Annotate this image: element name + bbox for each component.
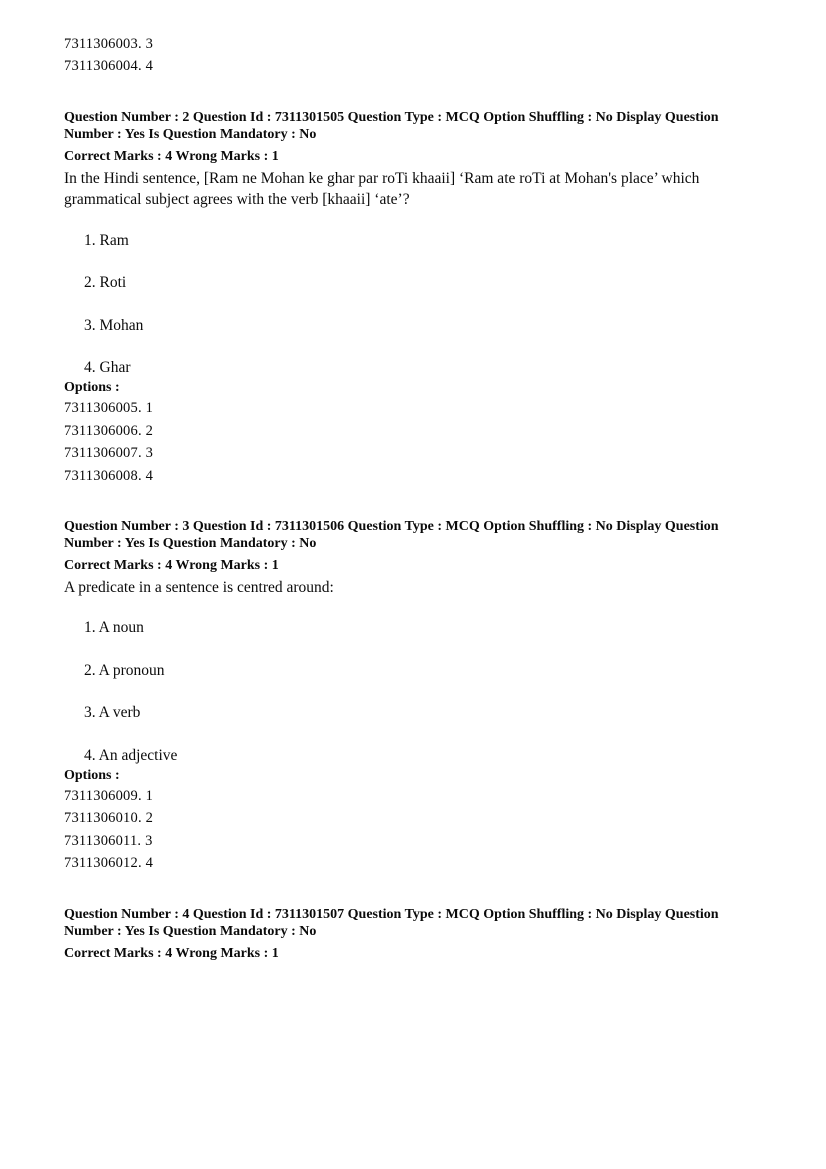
option-id-line: 7311306009. 1: [64, 787, 154, 804]
question-header-line-1: Question Number : 3 Question Id : 7311301506 Question Type : MCQ Option Shuffling : No Display Question: [64, 518, 719, 534]
question-option-ids: [64, 397, 756, 487]
question-text: In the Hindi sentence, [Ram ne Mohan ke ghar par roTi khaaii] ‘Ram ate roTi at Mohan's place’ which grammatical subject agrees with the verb [khaaii] ‘ate’?: [64, 169, 700, 209]
question-option-2: 2. Roti: [84, 274, 127, 292]
option-id-line: 7311306007. 3: [64, 445, 154, 462]
question-option-3: 3. A verb: [84, 704, 141, 722]
question-header-line-2: Number : Yes Is Question Mandatory : No: [64, 923, 317, 939]
option-id-line: 7311306006. 2: [64, 422, 154, 439]
question-option-2: 2. A pronoun: [84, 661, 165, 679]
question-option-4: 4. An adjective: [84, 746, 178, 764]
question-option-1: 1. A noun: [84, 619, 144, 637]
question-marks: Correct Marks : 4 Wrong Marks : 1: [64, 557, 279, 573]
question-marks: Correct Marks : 4 Wrong Marks : 1: [64, 945, 279, 961]
question-options: [64, 617, 756, 766]
option-id-line: 7311306012. 4: [64, 855, 154, 872]
question-header-line-2: Number : Yes Is Question Mandatory : No: [64, 126, 317, 142]
question-block-3: [64, 518, 756, 875]
options-label: Options :: [64, 767, 120, 783]
previous-question-option-ids: [64, 33, 756, 78]
question-option-ids: [64, 785, 756, 875]
option-id-line: 7311306004. 4: [64, 58, 154, 75]
option-id-line: 7311306008. 4: [64, 467, 154, 484]
question-header-line-2: Number : Yes Is Question Mandatory : No: [64, 535, 317, 551]
options-label: Options :: [64, 380, 120, 396]
option-id-line: 7311306011. 3: [64, 832, 153, 849]
question-header-line-1: Question Number : 4 Question Id : 7311301507 Question Type : MCQ Option Shuffling : No Display Question: [64, 906, 719, 922]
question-block-2: [64, 109, 756, 487]
question-text: A predicate in a sentence is centred around:: [64, 578, 334, 596]
question-option-3: 3. Mohan: [84, 316, 144, 334]
question-options: [64, 230, 756, 379]
question-block-4: [64, 906, 756, 962]
option-id-line: 7311306010. 2: [64, 810, 154, 827]
question-option-1: 1. Ram: [84, 231, 129, 249]
question-marks: Correct Marks : 4 Wrong Marks : 1: [64, 148, 279, 164]
option-id-line: 7311306003. 3: [64, 36, 154, 52]
question-option-4: 4. Ghar: [84, 359, 131, 377]
option-id-line: 7311306005. 1: [64, 400, 154, 417]
question-header-line-1: Question Number : 2 Question Id : 7311301505 Question Type : MCQ Option Shuffling : No Display Question: [64, 109, 719, 125]
